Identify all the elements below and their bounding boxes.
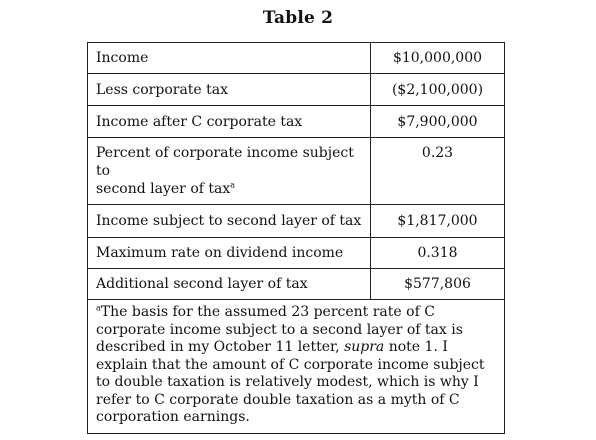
row-label: Income after C corporate tax bbox=[88, 106, 371, 138]
footnote-text-part2: note 1. I explain that the amount of C corporate income subject to double taxation is relatively modest, which is why I refer to C corporate double taxation as a myth of C corporation earnings. bbox=[96, 339, 485, 425]
footnote bbox=[88, 300, 505, 434]
row-label: Income subject to second layer of tax bbox=[88, 205, 371, 238]
table-row bbox=[88, 205, 505, 238]
table-row bbox=[88, 43, 505, 74]
row-label: Less corporate tax bbox=[88, 74, 371, 106]
footnote-supra: supra bbox=[344, 339, 385, 355]
footnote-row bbox=[88, 300, 505, 434]
table-title: Table 2 bbox=[262, 8, 334, 28]
table-row bbox=[88, 269, 505, 300]
footnote-marker: a bbox=[96, 303, 101, 313]
row-label: Maximum rate on dividend income bbox=[88, 238, 371, 269]
footnote-marker: a bbox=[230, 180, 236, 190]
row-value: $1,817,000 bbox=[371, 205, 505, 238]
row-value: 0.23 bbox=[371, 138, 505, 205]
table-row bbox=[88, 74, 505, 106]
row-label-line1: Percent of corporate income subject to bbox=[96, 145, 354, 179]
row-label-line2: second layer of tax bbox=[96, 181, 231, 197]
row-value: 0.318 bbox=[371, 238, 505, 269]
table-row bbox=[88, 106, 505, 138]
row-label: Additional second layer of tax bbox=[88, 269, 371, 300]
table-row bbox=[88, 238, 505, 269]
footnote-text-part1: The basis for the assumed 23 percent rate of C corporate income subject to a second layer of tax is described in my October 11 letter, bbox=[96, 304, 463, 355]
tax-table bbox=[87, 42, 505, 434]
row-value: ($2,100,000) bbox=[371, 74, 505, 106]
row-value: $10,000,000 bbox=[371, 43, 505, 74]
row-label: Income bbox=[88, 43, 371, 74]
row-value: $7,900,000 bbox=[371, 106, 505, 138]
row-label bbox=[88, 138, 371, 205]
table-row bbox=[88, 138, 505, 205]
row-value: $577,806 bbox=[371, 269, 505, 300]
